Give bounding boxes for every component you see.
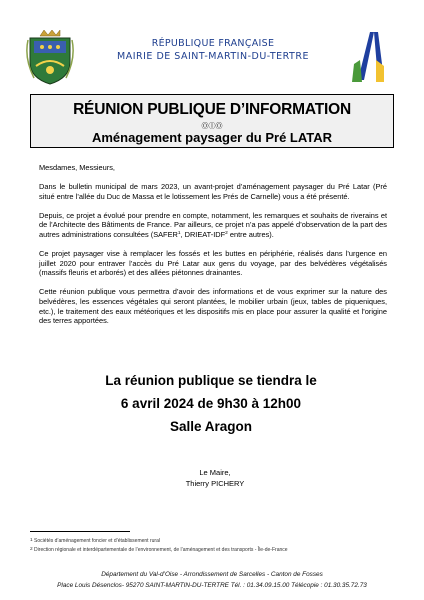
paragraph-2 — [39, 211, 387, 240]
salutation: Mesdames, Messieurs, — [39, 163, 115, 172]
title-box — [30, 94, 394, 148]
meeting-location: Salle Aragon — [169, 419, 253, 434]
footnote-1 — [30, 537, 410, 546]
footnote-2-mark: 2 — [30, 547, 33, 552]
paragraph-1: Dans le bulletin municipal de mars 2023, un avant-projet d’aménagement paysager du Pré Latar (Pré situé entre l’allée du Duc de Massa et le lotissement les Prés de Carnelle) vous a été présenté. — [39, 182, 387, 201]
stylized-a-logo-icon — [350, 30, 386, 84]
page-title: RÉUNION PUBLIQUE D’INFORMATION — [73, 101, 351, 118]
footnote-ref-1: 1 — [177, 230, 181, 236]
letter-body — [39, 163, 387, 335]
meeting-announcement — [30, 369, 392, 438]
footer-line-1: Département du Val-d’Oise - Arrondissement de Sarcelles - Canton de Fosses — [101, 571, 323, 578]
footnote-1-mark: 1 — [30, 538, 33, 543]
signature-name: Thierry PICHERY — [185, 479, 245, 488]
footer-line-2: Place Louis Désenclos- 95270 SAINT-MARTIN-DU-TERTRE Tél. : 01.34.09.15.00 Télécopie : 01.30.35.72.73 — [57, 582, 367, 589]
signature-block — [160, 467, 270, 489]
paragraph-3: Ce projet paysager vise à remplacer les fossés et les buttes en périphérie, réalisés dans l’urgence en juillet 2020 pour entraver l’accès du Pré Latar aux gens du voyage, par des belvédères végétalisés (massifs fleuris et arborés) et des allées piétonnes drainantes. — [39, 249, 387, 278]
header-mairie: MAIRIE DE SAINT-MARTIN-DU-TERTRE — [117, 51, 309, 62]
meeting-line-1: La réunion publique se tiendra le — [105, 373, 317, 388]
paragraph-2-text-c: entre autres). — [227, 229, 274, 239]
title-separator: ⓄⒾⓄ — [201, 123, 223, 130]
page-footer — [0, 569, 424, 591]
footnotes — [30, 537, 410, 555]
paragraph-4: Cette réunion publique vous permettra d’avoir des informations et de vous exprimer sur la nature des belvédères, les essences végétales qui seront plantées, le mobilier urbain (jeux, tables de piqueniques, etc.), le traitement des eaux météoriques et les dispositifs mis en place pour assurer la qualité et l’origine des terres apportées. — [39, 287, 387, 326]
municipal-crest-icon — [26, 28, 74, 86]
footnote-divider — [30, 531, 130, 532]
paragraph-2-text-a: Depuis, ce projet a évolué pour prendre en compte, notamment, les remarques et souhaits de riverains et de l’Architecte des Bâtiments de France. Par ailleurs, ce projet n’a pas appelé d’observation de la part des autres administrations consultées (SAFER — [39, 210, 387, 239]
page-subtitle: Aménagement paysager du Pré LATAR — [91, 130, 333, 145]
meeting-date-time: 6 avril 2024 de 9h30 à 12h00 — [120, 396, 302, 411]
footnote-2-text: Direction régionale et interdépartementale de l’environnement, de l’aménagement et des transports - Île-de-France — [32, 547, 288, 553]
header-republic: RÉPUBLIQUE FRANÇAISE — [151, 38, 275, 49]
footnote-2 — [30, 546, 410, 555]
footnote-ref-2: 2 — [225, 230, 228, 236]
signature-role: Le Maire, — [199, 468, 231, 477]
paragraph-2-text-b: , DRIEAT-IDF — [180, 229, 226, 239]
footnote-1-text: Sociétés d’aménagement foncier et d’établissement rural — [32, 538, 160, 544]
header — [88, 38, 338, 62]
